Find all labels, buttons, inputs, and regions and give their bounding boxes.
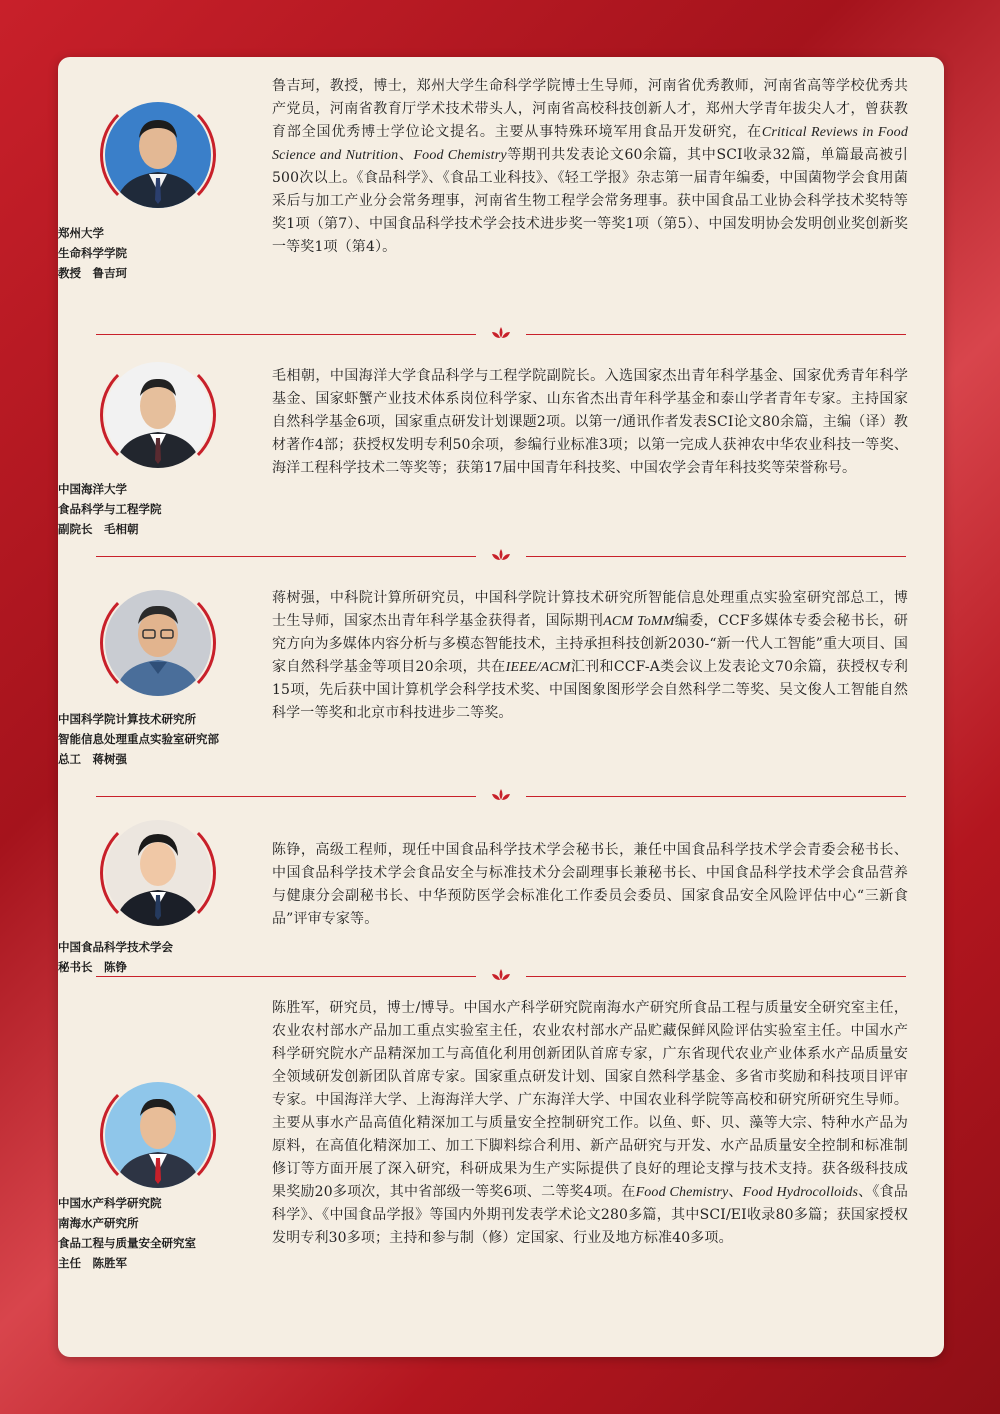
bio-text: 陈铮，高级工程师，现任中国食品科学技术学会秘书长，兼任中国食品科学技术学会青委会秘书长、中国食品科学技术学会食品安全与标准技术分会副理事长兼秘书长、中国食品科学技术学会食品营养与健康分会副秘书长、中华预防医学会标准化工作委员会委员、国家食品安全风险评估中心“三新食品”评审专家等。 (272, 842, 908, 927)
flower-ornament-icon (491, 327, 511, 341)
profile-bio (272, 365, 908, 480)
profile-bio (272, 587, 908, 725)
flower-ornament-icon (491, 789, 511, 803)
bio-text: 蒋树强，中科院计算所研究员，中国科学院计算技术研究所智能信息处理重点实验室研究部总工，博士生导师，国家杰出青年科学基金获得者，国际期刊 (272, 590, 908, 629)
bio-text: 汇刊和CCF-A类会议上发表论文70余篇，获授权专利15项，先后获中国计算机学会科学技术奖、中国图象图形学会自然科学二等奖、吴文俊人工智能自然科学一等奖和北京市科技进步二等奖。 (272, 659, 908, 721)
caption-institution: 郑州大学 (58, 226, 104, 240)
caption-department: 食品科学与工程学院 (58, 502, 162, 516)
section-divider (96, 969, 906, 983)
caption-title-name: 总工 蒋树强 (58, 752, 127, 766)
profile-caption (58, 223, 258, 283)
caption-department: 智能信息处理重点实验室研究部 (58, 732, 219, 746)
journal-name: Food Chemistry (413, 148, 507, 163)
bio-text: 、 (728, 1184, 743, 1200)
bio-text: 编委，CCF多媒体专委会秘书长，研究方向为多媒体内容分析与多模态智能技术，主持承担科技创新2030-“新一代人工智能”重大项目、国家自然科学基金等项目20余项，共在 (272, 613, 908, 675)
bio-text: 毛相朝，中国海洋大学食品科学与工程学院副院长。入选国家杰出青年科学基金、国家优秀青年科学基金、国家虾蟹产业技术体系岗位科学家、山东省杰出青年科学基金和泰山学者青年专家。主持国家自然科学基金6项，国家重点研发计划课题2项。以第一/通讯作者发表SCI论文80余篇，主编（译）教材著作4部；获授权发明专利50余项，参编行业标准3项；以第一完成人获神农中华农业科技一等奖、海洋工程科学技术二等奖等；获第17届中国青年科技奖、中国农学会青年科技奖等荣誉称号。 (272, 368, 908, 476)
profile-bio (272, 75, 908, 259)
profile-bio (272, 997, 908, 1250)
flower-ornament-icon (491, 549, 511, 563)
caption-title-name: 主任 陈胜军 (58, 1256, 127, 1270)
bio-text: 陈胜军，研究员，博士/博导。中国水产科学研究院南海水产研究所食品工程与质量安全研究室主任，农业农村部水产品加工重点实验室主任，农业农村部水产品贮藏保鲜风险评估实验室主任。中国水产科学研究院水产品精深加工与高值化利用创新团队首席专家，广东省现代农业产业体系水产品质量安全领域研发创新团队首席专家。国家重点研发计划、国家自然科学基金、多省市奖励和科技项目评审专家。中国海洋大学、上海海洋大学、广东海洋大学、中国农业科学院等高校和研究所研究生导师。主要从事水产品高值化精深加工与质量安全控制研究工作。以鱼、虾、贝、藻等大宗、特种水产品为原料，在高值化精深加工、加工下脚料综合利用、新产品研究与开发、水产品质量安全控制和标准制修订等方面开展了深入研究，科研成果为生产实际提供了良好的理论支撑与技术支持。获各级科技成果奖励20多项次，其中省部级一等奖6项、二等奖4项。在 (272, 1000, 908, 1200)
caption-title-name: 秘书长 陈铮 (58, 960, 127, 974)
profile-photo (105, 102, 211, 208)
content-card (58, 57, 944, 1357)
profile-photo (105, 1082, 211, 1188)
profile-caption (58, 479, 258, 539)
journal-name: Food Hydrocolloids (742, 1185, 859, 1200)
caption-title-name: 教授 鲁吉珂 (58, 266, 127, 280)
profile-photo (105, 362, 211, 468)
profile-caption (58, 1193, 258, 1273)
caption-institution: 中国海洋大学 (58, 482, 127, 496)
bio-text: 、《食品科学》、《中国食品学报》等国内外期刊发表学术论文280多篇，其中SCI/EI收录80多篇；获国家授权发明专利30多项；主持和参与制（修）定国家、行业及地方标准40多项。 (272, 1184, 908, 1246)
section-divider (96, 789, 906, 803)
bio-text: 鲁吉珂，教授，博士，郑州大学生命科学学院博士生导师，河南省优秀教师，河南省高等学校优秀共产党员，河南省教育厅学术技术带头人，河南省高校科技创新人才，郑州大学青年拔尖人才，曾获教育部全国优秀博士学位论文提名。主要从事特殊环境军用食品开发研究，在 (272, 78, 908, 140)
caption-institution: 中国水产科学研究院 (58, 1196, 162, 1210)
caption-department: 食品工程与质量安全研究室 (58, 1236, 196, 1250)
journal-name: Food Chemistry (635, 1185, 729, 1200)
profile-photo (105, 590, 211, 696)
caption-sub-institution: 南海水产研究所 (58, 1216, 139, 1230)
caption-title-name: 副院长 毛相朝 (58, 522, 139, 536)
bio-text: 等期刊共发表论文60余篇，其中SCI收录32篇，单篇最高被引500次以上。《食品科学》、《食品工业科技》、《轻工学报》杂志第一届青年编委，中国菌物学会食用菌采后与加工产业分会常务理事，河南省生物工程学会常务理事。获中国食品工业协会科学技术奖特等奖1项（第7）、中国食品科学技术学会技术进步奖一等奖1项（第5）、中国发明协会发明创业奖创新奖一等奖1项（第4）。 (272, 147, 908, 255)
profile-photo (105, 820, 211, 926)
profile-bio (272, 839, 908, 931)
journal-name: IEEE/ACM (505, 660, 571, 675)
section-divider (96, 327, 906, 341)
caption-institution: 中国食品科学技术学会 (58, 940, 173, 954)
journal-name: ACM ToMM (603, 614, 675, 629)
caption-department: 生命科学学院 (58, 246, 127, 260)
bio-text: 、 (398, 147, 414, 163)
flower-ornament-icon (491, 969, 511, 983)
journal-name: Critical Reviews in Food Science and Nutrition (272, 125, 908, 163)
profile-caption (58, 709, 258, 769)
section-divider (96, 549, 906, 563)
caption-institution: 中国科学院计算技术研究所 (58, 712, 196, 726)
